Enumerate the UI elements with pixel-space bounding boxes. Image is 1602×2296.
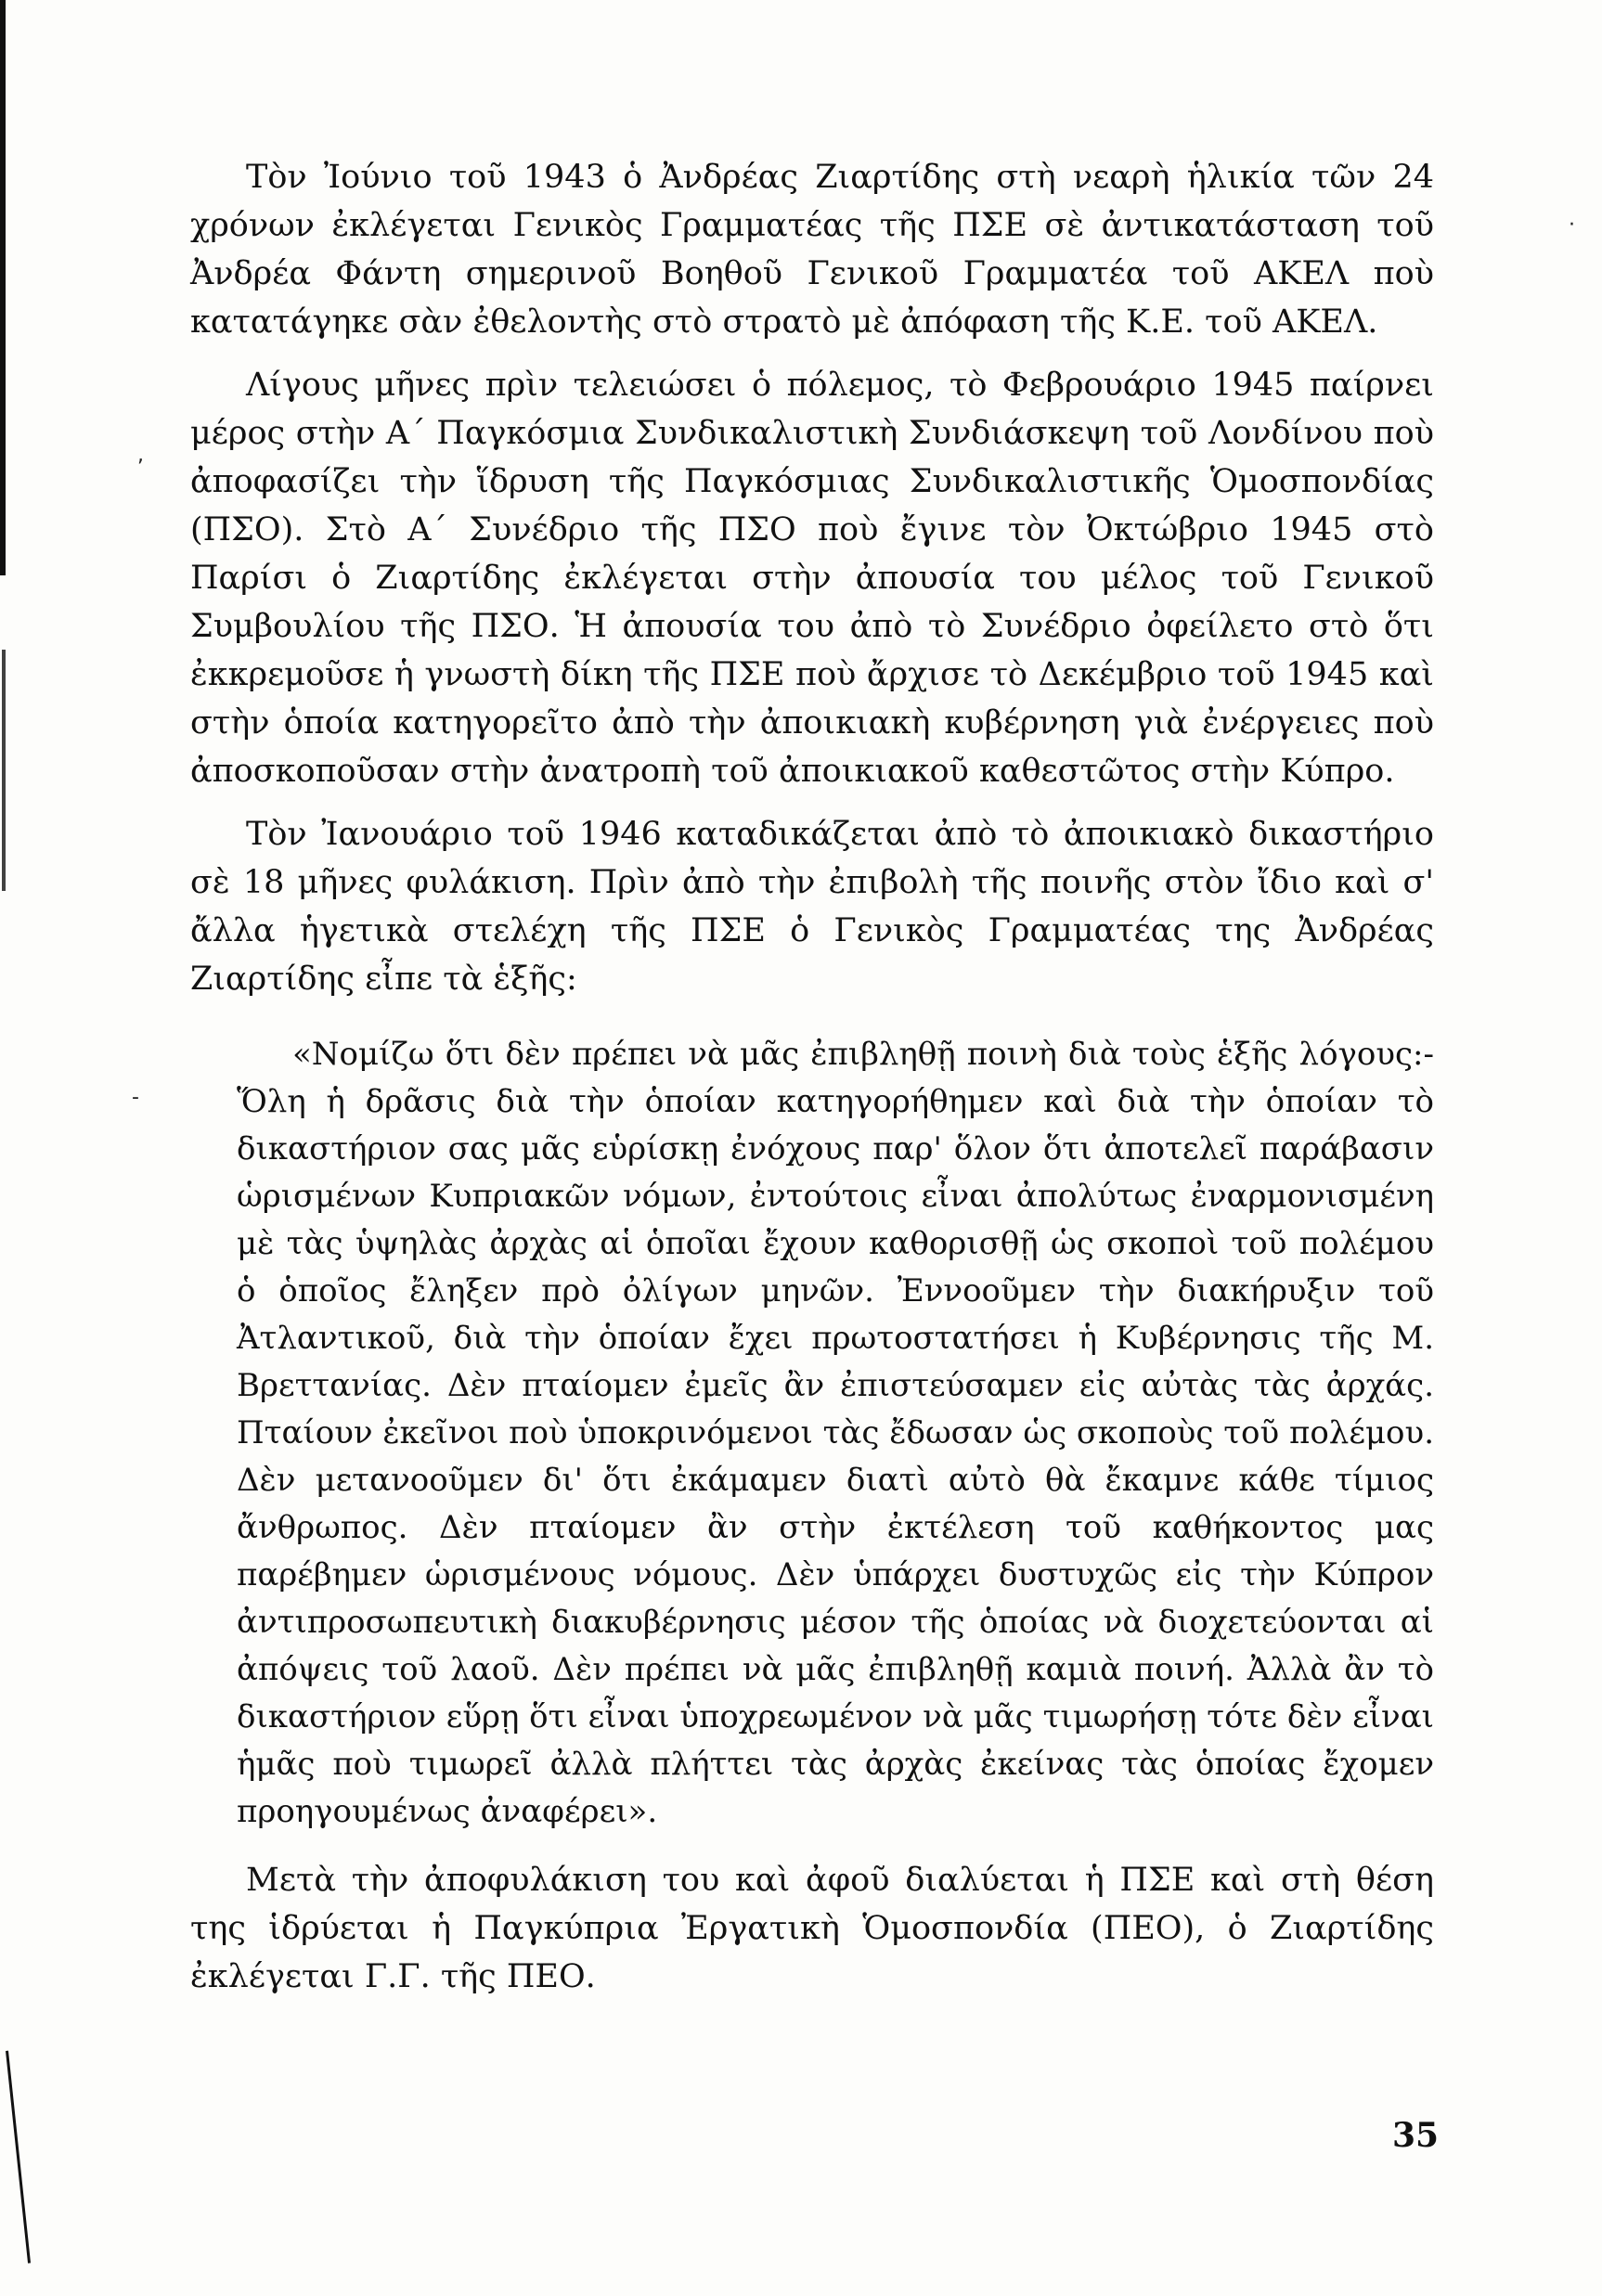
scan-edge-shadow	[6, 2051, 31, 2264]
page-number: 35	[1392, 2116, 1440, 2155]
block-quote: «Νομίζω ὅτι δὲν πρέπει νὰ μᾶς ἐπιβληθῇ ποινὴ διὰ τοὺς ἑξῆς λόγους:- Ὅλη ἡ δρᾶσις διὰ τὴν ὁποίαν κατηγορήθημεν καὶ διὰ τὴν ὁποίαν τὸ δικαστήριον σας μᾶς εὑρίσκῃ ἐνόχους παρ' ὅλον ὅτι ἀποτελεῖ παράβασιν ὡρισμένων Κυπριακῶν νόμων, ἐντούτοις εἶναι ἀπολύτως ἐναρμονισμένη μὲ τὰς ὑψηλὰς ἀρχὰς αἱ ὁποῖαι ἔχουν καθορισθῇ ὡς σκοποὶ τοῦ πολέμου ὁ ὁποῖος ἔληξεν πρὸ ὀλίγων μηνῶν. Ἐννοοῦμεν τὴν διακήρυξιν τοῦ Ἀτλαντικοῦ, διὰ τὴν ὁποίαν ἔχει πρωτοστατήσει ἡ Κυβέρνησις τῆς Μ. Βρεττανίας. Δὲν πταίομεν ἐμεῖς ἂν ἐπιστεύσαμεν εἰς αὐτὰς τὰς ἀρχάς. Πταίουν ἐκεῖνοι ποὺ ὑποκρινόμενοι τὰς ἔδωσαν ὡς σκοποὺς τοῦ πολέμου. Δὲν μετανοοῦμεν δι' ὅτι ἐκάμαμεν διατὶ αὐτὸ θὰ ἔκαμνε κάθε τίμιος ἄνθρωπος. Δὲν πταίομεν ἂν στὴν ἐκτέλεση τοῦ καθήκοντος μας παρέβημεν ὡρισμένους νόμους. Δὲν ὑπάρχει δυστυχῶς εἰς τὴν Κύπρον ἀντιπροσωπευτικὴ διακυβέρνησις μέσον τῆς ὁποίας νὰ διοχετεύονται αἱ ἀπόψεις τοῦ λαοῦ. Δὲν πρέπει νὰ μᾶς ἐπιβληθῇ καμιὰ ποινή. Ἀλλὰ ἂν τὸ δικαστήριον εὕρῃ ὅτι εἶναι ὑποχρεωμένον νὰ μᾶς τιμωρήσῃ τότε δὲν εἶναι ἡμᾶς ποὺ τιμωρεῖ ἀλλὰ πλήττει τὰς ἀρχὰς ἐκείνας τὰς ὁποίας ἔχομεν προηγουμένως ἀναφέρει».	[237, 1036, 1434, 1830]
scan-edge-shadow	[2, 650, 6, 891]
paragraph: Μετὰ τὴν ἀποφυλάκιση του καὶ ἀφοῦ διαλύεται ἡ ΠΣΕ καὶ στὴ θέση της ἱδρύεται ἡ Παγκύπρια Ἐργατικὴ Ὁμοσπονδία (ΠΕΟ), ὁ Ζιαρτίδης ἐκλέγεται Γ.Γ. τῆς ΠΕΟ.	[190, 1862, 1434, 1995]
scan-speck: ·	[1569, 213, 1575, 237]
paragraph: Λίγους μῆνες πρὶν τελειώσει ὁ πόλεμος, τὸ Φεβρουάριο 1945 παίρνει μέρος στὴν Α΄ Παγκόσμια Συνδικαλιστικὴ Συνδιάσκεψη τοῦ Λονδίνου ποὺ ἀποφασίζει τὴν ἵδρυση τῆς Παγκόσμιας Συνδικαλιστικῆς Ὁμοσπονδίας (ΠΣΟ). Στὸ Α΄ Συνέδριο τῆς ΠΣΟ ποὺ ἔγινε τὸν Ὀκτώβριο 1945 στὸ Παρίσι ὁ Ζιαρτίδης ἐκλέγεται στὴν ἀπουσία του μέλος τοῦ Γενικοῦ Συμβουλίου τῆς ΠΣΟ. Ἡ ἀπουσία του ἀπὸ τὸ Συνέδριο ὀφείλετο στὸ ὅτι ἐκκρεμοῦσε ἡ γνωστὴ δίκη τῆς ΠΣΕ ποὺ ἄρχισε τὸ Δεκέμβριο τοῦ 1945 καὶ στὴν ὁποία κατηγορεῖτο ἀπὸ τὴν ἀποικιακὴ κυβέρνηση γιὰ ἐνέργειες ποὺ ἀποσκοποῦσαν στὴν ἀνατροπὴ τοῦ ἀποικιακοῦ καθεστῶτος στὴν Κύπρο.	[190, 367, 1434, 790]
scan-edge-shadow	[0, 0, 6, 575]
paragraph: Τὸν Ἰούνιο τοῦ 1943 ὁ Ἀνδρέας Ζιαρτίδης στὴ νεαρὴ ἡλικία τῶν 24 χρόνων ἐκλέγεται Γενικὸς Γραμματέας τῆς ΠΣΕ σὲ ἀντικατάσταση τοῦ Ἀνδρέα Φάντη σημερινοῦ Βοηθοῦ Γενικοῦ Γραμματέα τοῦ ΑΚΕΛ ποὺ κατατάγηκε σὰν ἐθελοντὴς στὸ στρατὸ μὲ ἀπόφαση τῆς Κ.Ε. τοῦ ΑΚΕΛ.	[190, 159, 1434, 341]
body-text	[190, 153, 1434, 2001]
scan-speck: -	[132, 1086, 139, 1109]
scan-speck: ,	[137, 444, 144, 467]
paragraph: Τὸν Ἰανουάριο τοῦ 1946 καταδικάζεται ἀπὸ τὸ ἀποικιακὸ δικαστήριο σὲ 18 μῆνες φυλάκιση. Πρὶν ἀπὸ τὴν ἐπιβολὴ τῆς ποινῆς στὸν ἴδιο καὶ σ' ἄλλα ἡγετικὰ στελέχη τῆς ΠΣΕ ὁ Γενικὸς Γραμματέας της Ἀνδρέας Ζιαρτίδης εἶπε τὰ ἑξῆς:	[190, 816, 1434, 998]
